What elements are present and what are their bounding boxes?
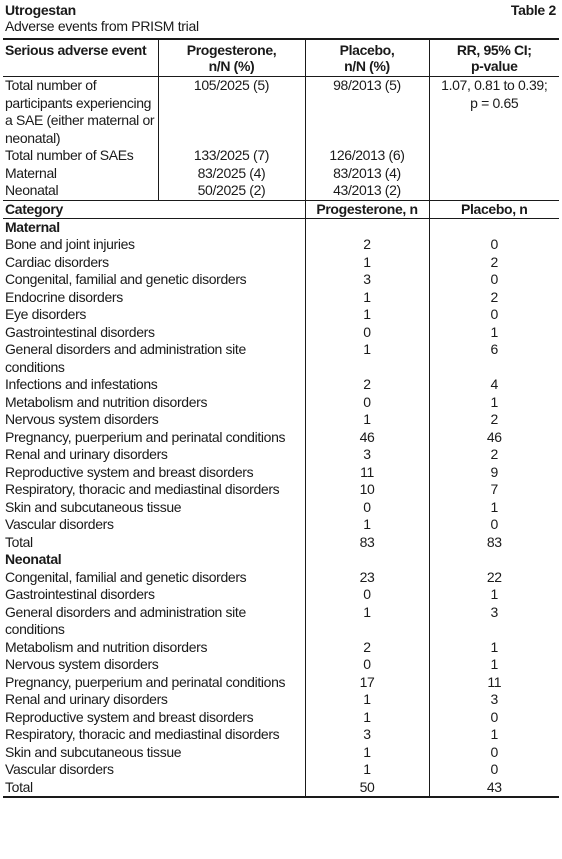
- table-row: [3, 604, 559, 639]
- progesterone-count: 2: [305, 639, 429, 657]
- category-label: Pregnancy, puerperium and perinatal conditions: [3, 674, 305, 692]
- placebo-count: 0: [490, 306, 498, 322]
- progesterone-count: 1: [305, 709, 429, 727]
- placebo-value: 43/2013 (2): [305, 182, 429, 200]
- progesterone-value: 50/2025 (2): [158, 182, 305, 200]
- sae-label: Total number of SAEs: [3, 147, 158, 165]
- placebo-count: 3: [490, 603, 498, 620]
- category-label: Respiratory, thoracic and mediastinal disorders: [3, 726, 305, 744]
- placebo-count: 6: [490, 341, 498, 357]
- progesterone-value: 105/2025 (5): [158, 77, 305, 148]
- progesterone-count: 1: [305, 761, 429, 779]
- progesterone-count: 0: [305, 586, 429, 604]
- placebo-count: 1: [490, 726, 498, 742]
- placebo-value: 126/2013 (6): [305, 147, 429, 165]
- document-page: [3, 0, 559, 798]
- progesterone-count: 1: [305, 516, 429, 534]
- category-label: Nervous system disorders: [3, 656, 305, 674]
- category-label: General disorders and administration site conditions: [3, 341, 305, 376]
- empty-cell: [429, 551, 559, 569]
- table-row: [3, 709, 559, 727]
- category-label: Pregnancy, puerperium and perinatal conditions: [3, 429, 305, 447]
- category-label: Infections and infestations: [3, 376, 305, 394]
- placebo-count: 1: [490, 323, 498, 340]
- category-label: Respiratory, thoracic and mediastinal disorders: [3, 481, 305, 499]
- progesterone-count: 3: [305, 271, 429, 289]
- progesterone-count: 50: [305, 779, 429, 798]
- summary-row: [3, 165, 559, 183]
- progesterone-count: 1: [305, 744, 429, 762]
- table-row: [3, 324, 559, 342]
- table-row: [3, 691, 559, 709]
- drug-title: Utrogestan: [5, 2, 76, 18]
- progesterone-count: 0: [305, 324, 429, 342]
- category-label: Nervous system disorders: [3, 411, 305, 429]
- category-col-header: Category: [3, 200, 305, 218]
- section-row: [3, 551, 559, 569]
- progesterone-count: 10: [305, 481, 429, 499]
- placebo-count: 2: [490, 446, 498, 462]
- summary-col-header: Progesterone, n/N (%): [158, 39, 305, 77]
- sae-label: Maternal: [3, 165, 158, 183]
- table-row: [3, 569, 559, 587]
- placebo-count: 2: [490, 411, 498, 427]
- category-label: Vascular disorders: [3, 761, 305, 779]
- table-row: [3, 341, 559, 376]
- table-row: [3, 481, 559, 499]
- adverse-events-table: [3, 38, 559, 798]
- placebo-count: 2: [490, 253, 498, 270]
- category-label: Vascular disorders: [3, 516, 305, 534]
- section-row: [3, 218, 559, 236]
- section-heading: Maternal: [3, 218, 305, 236]
- placebo-value: 98/2013 (5): [305, 77, 429, 148]
- table-number: Table 2: [510, 2, 556, 18]
- progesterone-value: 83/2025 (4): [158, 165, 305, 183]
- sae-label: Total number of participants experiencing a SAE (either maternal or neonatal): [3, 77, 158, 148]
- rr-value: 1.07, 0.81 to 0.39; p = 0.65: [441, 77, 548, 111]
- category-label: Gastrointestinal disorders: [3, 324, 305, 342]
- progesterone-count: 1: [305, 691, 429, 709]
- progesterone-count: 11: [305, 464, 429, 482]
- category-header-row: [3, 200, 559, 218]
- placebo-count: 0: [490, 743, 498, 760]
- placebo-count: 1: [490, 393, 498, 410]
- table-row: [3, 464, 559, 482]
- placebo-count: 22: [486, 568, 502, 585]
- table-row: [3, 376, 559, 394]
- table-row: [3, 306, 559, 324]
- category-label: Eye disorders: [3, 306, 305, 324]
- summary-col-header: Placebo, n/N (%): [305, 39, 429, 77]
- category-label: Bone and joint injuries: [3, 236, 305, 254]
- progesterone-count: 1: [305, 341, 429, 376]
- placebo-count: 46: [486, 428, 502, 445]
- summary-row: [3, 182, 559, 200]
- category-label: Skin and subcutaneous tissue: [3, 499, 305, 517]
- empty-cell: [429, 218, 559, 236]
- category-label: Endocrine disorders: [3, 289, 305, 307]
- summary-col-header: RR, 95% CI; p-value: [456, 42, 532, 74]
- table-row: [3, 744, 559, 762]
- table-row: [3, 639, 559, 657]
- table-row: [3, 586, 559, 604]
- table-row: [3, 271, 559, 289]
- category-label: Renal and urinary disorders: [3, 446, 305, 464]
- category-label: Gastrointestinal disorders: [3, 586, 305, 604]
- table-subtitle: Adverse events from PRISM trial: [5, 18, 199, 34]
- category-label: Metabolism and nutrition disorders: [3, 639, 305, 657]
- table-row: [3, 499, 559, 517]
- progesterone-count: 0: [305, 499, 429, 517]
- empty-cell: [305, 218, 429, 236]
- progesterone-count: 3: [305, 726, 429, 744]
- category-label: Total: [3, 779, 305, 798]
- table-header: [3, 0, 559, 38]
- progesterone-count: 83: [305, 534, 429, 552]
- placebo-count: 0: [490, 271, 498, 287]
- placebo-count: 0: [490, 761, 498, 777]
- category-label: General disorders and administration site conditions: [3, 604, 305, 639]
- progesterone-count: 3: [305, 446, 429, 464]
- placebo-count: 7: [490, 481, 498, 497]
- progesterone-count: 1: [305, 306, 429, 324]
- rr-value: [429, 147, 559, 165]
- category-col-header: Progesterone, n: [305, 200, 429, 218]
- placebo-value: 83/2013 (4): [305, 165, 429, 183]
- summary-col-header: Serious adverse event: [3, 39, 158, 77]
- table-row: [3, 429, 559, 447]
- category-label: Cardiac disorders: [3, 254, 305, 272]
- table-row: [3, 516, 559, 534]
- progesterone-count: 1: [305, 604, 429, 639]
- placebo-count: 83: [486, 533, 502, 550]
- placebo-count: 0: [490, 708, 498, 725]
- placebo-count: 1: [490, 656, 498, 672]
- category-label: Skin and subcutaneous tissue: [3, 744, 305, 762]
- progesterone-count: 2: [305, 236, 429, 254]
- progesterone-count: 46: [305, 429, 429, 447]
- progesterone-count: 0: [305, 394, 429, 412]
- empty-cell: [305, 551, 429, 569]
- progesterone-count: 1: [305, 254, 429, 272]
- category-label: Congenital, familial and genetic disorders: [3, 271, 305, 289]
- rr-value: [429, 182, 559, 200]
- rr-value: [429, 165, 559, 183]
- table-row: [3, 779, 559, 798]
- section-heading: Neonatal: [3, 551, 305, 569]
- placebo-count: 3: [490, 691, 498, 707]
- placebo-count: 4: [490, 376, 498, 392]
- category-label: Reproductive system and breast disorders: [3, 709, 305, 727]
- progesterone-count: 1: [305, 411, 429, 429]
- progesterone-count: 2: [305, 376, 429, 394]
- category-label: Metabolism and nutrition disorders: [3, 394, 305, 412]
- category-label: Renal and urinary disorders: [3, 691, 305, 709]
- table-row: [3, 254, 559, 272]
- placebo-count: 11: [487, 673, 502, 690]
- placebo-count: 0: [490, 516, 498, 532]
- sae-label: Neonatal: [3, 182, 158, 200]
- progesterone-count: 0: [305, 656, 429, 674]
- table-row: [3, 761, 559, 779]
- progesterone-value: 133/2025 (7): [158, 147, 305, 165]
- table-row: [3, 726, 559, 744]
- placebo-count: 1: [490, 586, 498, 602]
- placebo-count: 0: [490, 236, 498, 252]
- placebo-count: 43: [429, 779, 559, 798]
- placebo-count: 1: [490, 498, 498, 515]
- table-row: [3, 411, 559, 429]
- table-row: [3, 674, 559, 692]
- table-row: [3, 394, 559, 412]
- table-row: [3, 534, 559, 552]
- placebo-count: 9: [490, 463, 498, 480]
- summary-header-row: [3, 39, 559, 77]
- category-label: Total: [3, 534, 305, 552]
- placebo-count: 1: [490, 638, 498, 655]
- category-label: Congenital, familial and genetic disorders: [3, 569, 305, 587]
- progesterone-count: 23: [305, 569, 429, 587]
- summary-row: [3, 77, 559, 148]
- table-row: [3, 289, 559, 307]
- placebo-count: 2: [490, 288, 498, 305]
- summary-row: [3, 147, 559, 165]
- progesterone-count: 17: [305, 674, 429, 692]
- category-col-header: Placebo, n: [429, 200, 559, 218]
- table-row: [3, 656, 559, 674]
- table-row: [3, 236, 559, 254]
- category-label: Reproductive system and breast disorders: [3, 464, 305, 482]
- progesterone-count: 1: [305, 289, 429, 307]
- table-row: [3, 446, 559, 464]
